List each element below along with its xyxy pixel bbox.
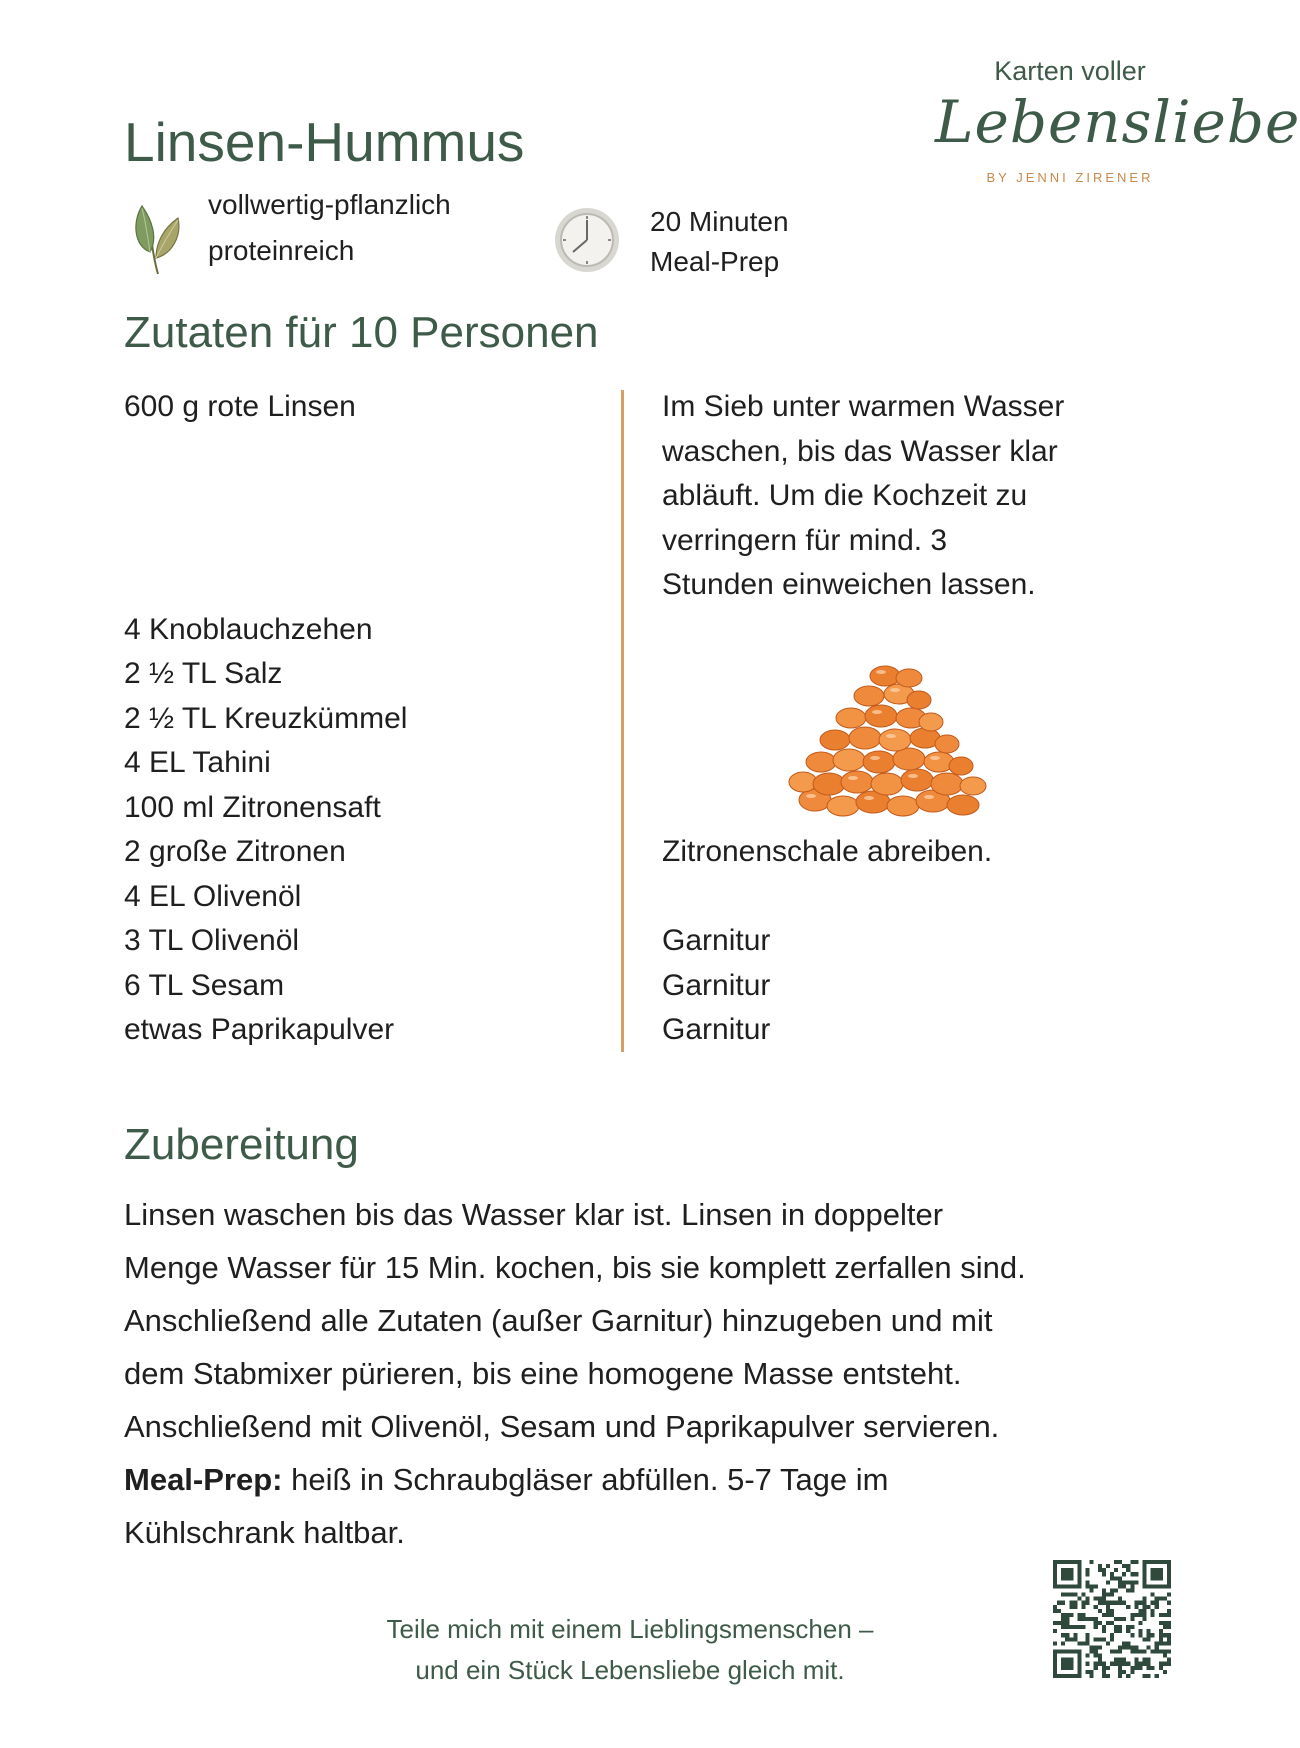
lentils-illustration [785, 660, 995, 825]
note-line: Im Sieb unter warmen Wasser [662, 390, 1065, 423]
mealprep-text: heiß in Schraubgläser abfüllen. 5-7 Tage im [282, 1462, 889, 1497]
leaf-icon [132, 200, 184, 285]
ingredient-item: 100 ml Zitronensaft [124, 791, 381, 824]
diet-tags [208, 182, 451, 274]
brand-byline: BY JENNI ZIRENER [986, 170, 1154, 185]
brand-top-line: Karten voller [994, 56, 1146, 86]
ingredient-item: 4 Knoblauchzehen [124, 613, 373, 646]
mealprep-line [124, 1453, 1124, 1506]
note-line: Garnitur [662, 1013, 771, 1046]
preparation-text [124, 1188, 1124, 1559]
ingredient-item: 3 TL Olivenöl [124, 924, 300, 957]
footer-message [300, 1609, 960, 1691]
note-line: abläuft. Um die Kochzeit zu [662, 479, 1028, 512]
ingredients-heading: Zutaten für 10 Personen [124, 308, 599, 357]
tag-vollwertig: vollwertig-pflanzlich [208, 189, 451, 220]
footer-line-2: und ein Stück Lebensliebe gleich mit. [415, 1655, 845, 1685]
note-line: Garnitur [662, 969, 771, 1002]
prep-line: Menge Wasser für 15 Min. kochen, bis sie komplett zerfallen sind. [124, 1250, 1026, 1285]
note-line: waschen, bis das Wasser klar [662, 435, 1058, 468]
ingredient-item: 2 ½ TL Kreuzkümmel [124, 702, 408, 735]
clock-icon [553, 206, 621, 279]
ingredient-item: 6 TL Sesam [124, 969, 285, 1002]
prep-mode: Meal-Prep [650, 246, 780, 277]
ingredient-item: 2 große Zitronen [124, 835, 346, 868]
prep-line: dem Stabmixer pürieren, bis eine homogene Masse entsteht. [124, 1356, 962, 1391]
brand-logo-script: Lebensliebe [935, 88, 1300, 156]
time-info [650, 202, 789, 282]
tag-proteinreich: proteinreich [208, 235, 355, 266]
ingredient-item: 2 ½ TL Salz [124, 657, 283, 690]
qr-code[interactable] [1053, 1560, 1171, 1683]
note-line: verringern für mind. 3 [662, 524, 948, 557]
preparation-heading: Zubereitung [124, 1120, 359, 1169]
mealprep-label: Meal-Prep: [124, 1462, 283, 1497]
prep-line: Anschließend alle Zutaten (außer Garnitur) hinzugeben und mit [124, 1303, 993, 1338]
prep-line: Kühlschrank haltbar. [124, 1515, 405, 1550]
note-line: Garnitur [662, 924, 771, 957]
note-line: Stunden einweichen lassen. [662, 568, 1036, 601]
footer-line-1: Teile mich mit einem Lieblingsmenschen – [386, 1614, 874, 1644]
ingredient-item: etwas Paprikapulver [124, 1013, 395, 1046]
column-divider [621, 390, 624, 1052]
prep-time: 20 Minuten [650, 206, 789, 237]
prep-line: Linsen waschen bis das Wasser klar ist. Linsen in doppelter [124, 1197, 944, 1232]
note-line: Zitronenschale abreiben. [662, 835, 993, 868]
ingredient-item: 4 EL Olivenöl [124, 880, 302, 913]
ingredient-item: 600 g rote Linsen [124, 390, 356, 423]
recipe-title: Linsen-Hummus [124, 111, 525, 173]
prep-line: Anschließend mit Olivenöl, Sesam und Paprikapulver servieren. [124, 1409, 1000, 1444]
ingredient-item: 4 EL Tahini [124, 746, 271, 779]
